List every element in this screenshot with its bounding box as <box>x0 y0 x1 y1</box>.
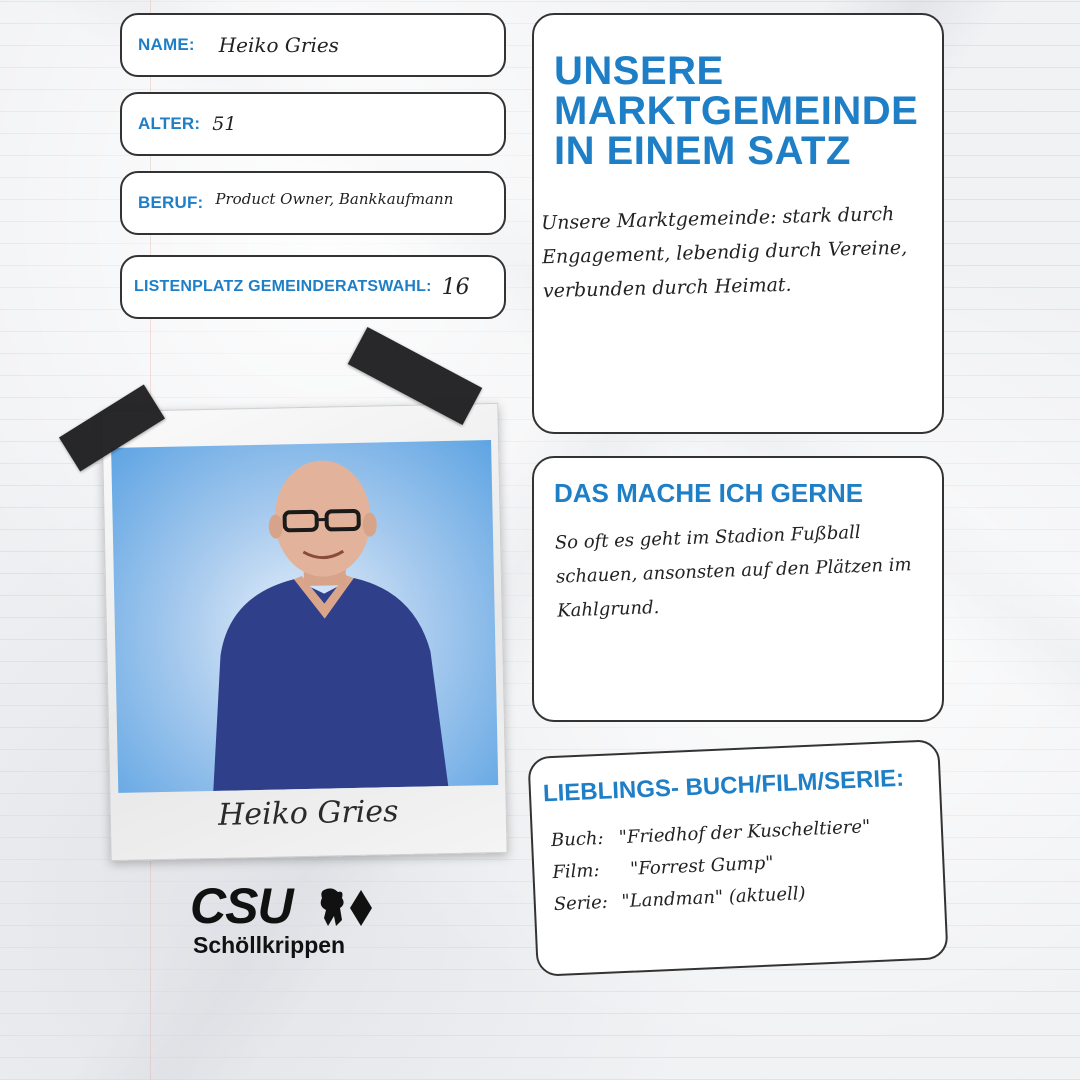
job-field <box>120 171 506 235</box>
polaroid-caption: Heiko Gries <box>217 794 399 833</box>
polaroid-photo <box>101 403 507 861</box>
logo-main-text: CSU <box>190 878 293 934</box>
person-illustration <box>111 440 498 793</box>
name-field <box>120 13 506 77</box>
age-field <box>120 92 506 156</box>
list-position-label: LISTENPLATZ GEMEINDERATSWAHL: <box>134 278 432 295</box>
favorite-series-value: "Landman" (aktuell) <box>621 883 806 913</box>
csu-logo <box>190 880 390 970</box>
diamond-icon <box>350 890 372 926</box>
list-position-value: 16 <box>441 274 470 300</box>
favorites-title: LIEBLINGS- BUCH/FILM/SERIE: <box>542 764 905 808</box>
job-value: Product Owner, Bankkaufmann <box>215 190 454 208</box>
community-sentence-title: UNSERE MARKTGEMEINDE IN EINEM SATZ <box>554 49 919 173</box>
list-position-field <box>120 255 506 319</box>
job-label: BERUF: <box>138 193 204 212</box>
community-sentence-card <box>532 13 944 434</box>
name-value: Heiko Gries <box>218 33 339 57</box>
favorite-film-value: "Forrest Gump" <box>629 852 774 880</box>
lion-icon <box>316 886 348 928</box>
age-label: ALTER: <box>138 114 201 133</box>
logo-sub-text: Schöllkrippen <box>193 932 346 958</box>
hobbies-card <box>532 456 944 722</box>
favorite-film-key: Film: <box>552 860 601 884</box>
favorites-card <box>527 739 948 977</box>
favorite-book-key: Buch: <box>550 827 605 852</box>
name-label: NAME: <box>138 35 195 54</box>
hobbies-text: So oft es geht im Stadion Fußball schauen, ansonsten auf den Plätzen im Kahlgrund. <box>554 521 912 622</box>
hobbies-title: DAS MACHE ICH GERNE <box>554 478 864 508</box>
community-sentence-text: Unsere Marktgemeinde: stark durch Engagement, lebendig durch Vereine, verbunden durch Heimat. <box>540 203 908 303</box>
age-value: 51 <box>212 113 237 135</box>
favorite-book <box>551 816 871 851</box>
portrait-photo <box>111 440 498 793</box>
favorite-book-value: "Friedhof der Kuscheltiere" <box>618 816 871 849</box>
favorite-film <box>552 852 774 883</box>
favorite-series <box>553 883 806 915</box>
favorite-series-key: Serie: <box>553 891 609 916</box>
